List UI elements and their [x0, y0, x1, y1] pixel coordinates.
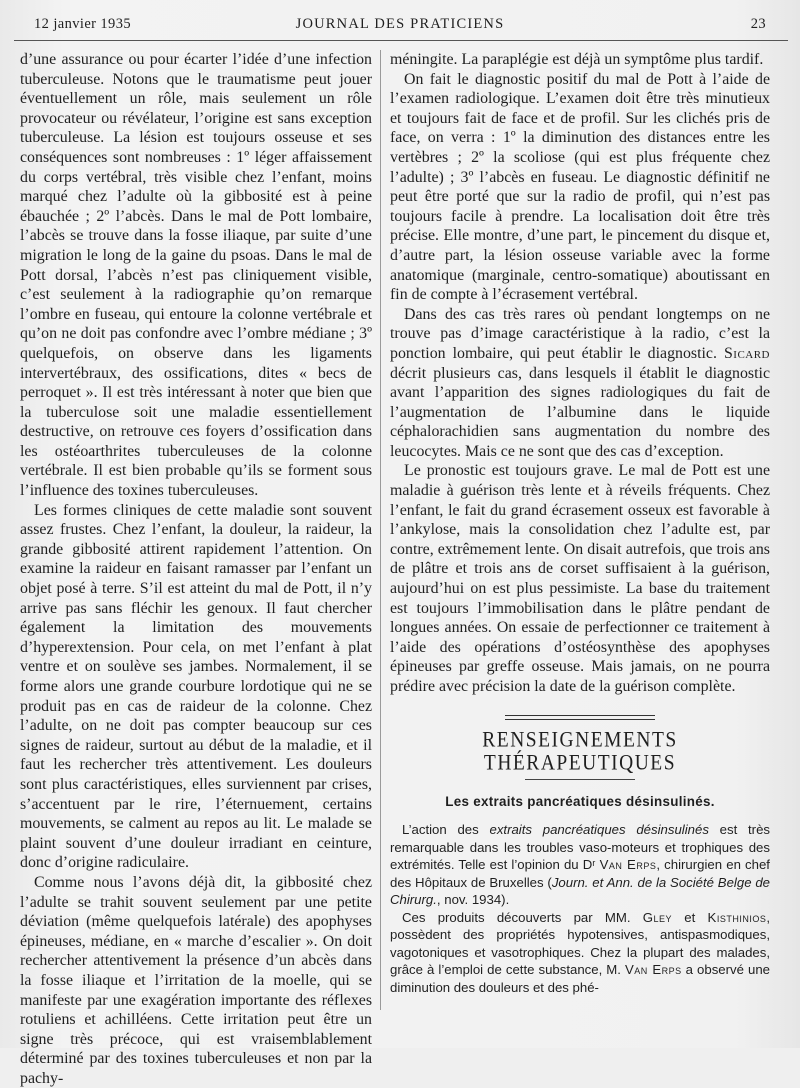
text-run: a observé une diminution des douleurs et des phé- — [390, 962, 770, 995]
column-divider — [380, 50, 381, 1010]
journal-title: JOURNAL DES PRATICIENS — [295, 16, 505, 32]
text-run: L’action des — [402, 822, 490, 838]
section-divider — [505, 715, 655, 720]
text-run: Ces produits découverts par MM. — [402, 909, 643, 925]
sicard-text-after: décrit plusieurs cas, dans lesquels il établit le diagnostic avant l’apparition des signes radiologiques du fait de l’augmentation de l’albumine dans le liquide céphalorachidien sans augmentation du nombre des leucocytes. Mais ce ne sont que des cas d’exception. — [390, 364, 770, 460]
text-run: , possèdent des propriétés hypotensives, antispasmodiques, vagotoniques et vasotrophiques. Chez la plupart des malades, grâce à l’emploi de cette substance, M. — [390, 909, 771, 978]
right-paragraph-4: Le pronostic est toujours grave. Le mal de Pott est une maladie à guérison très lente et à réveils fréquents. Chez l’enfant, le fait du grand écrasement osseux est favorable à l’ankylose, mais la consolidation chez l’adulte est, par contre, extrêmement lente. On disait autrefois, que trois ans de plâtre et trois ans de corset suffisaient à la guérison, aujourd’hui on est plus pessimiste. La base du traitement est toujours l’immobilisation dans le plâtre pendant de longues années. On essaie de perfectionner ce traitement à l’aide des opérations d’ostéosynthèse des apophyses épineuses par greffe osseuse. Mais jamais, on ne pourra prédire avec précision la date de la guérison complète. — [390, 462, 770, 695]
text-run: est très remarquable dans les troubles vaso-moteurs et trophiques des extrémités. Telle est l’opinion du Dʳ — [390, 822, 770, 873]
author-name: Van Erps — [624, 962, 682, 978]
section-title: RENSEIGNEMENTS THÉRAPEUTIQUES — [482, 727, 678, 775]
right-column — [390, 50, 770, 996]
author-name: Kisthinios — [707, 909, 767, 925]
text-run: , nov. 1934). — [436, 892, 510, 908]
therapeutics-paragraph-2 — [390, 909, 770, 997]
article-subtitle: Les extraits pancréatiques désinsulinés. — [445, 793, 715, 809]
issue-date: 12 janvier 1935 — [34, 16, 132, 32]
page-number: 23 — [750, 16, 766, 32]
right-paragraph-1: méningite. La paraplégie est déjà un symptôme plus tardif. — [390, 51, 764, 68]
sicard-text-before: Dans des cas très rares où pendant longtemps on ne trouve pas d’image caractéristique à la radio, c’est la ponction lombaire, qui peut établir le diagnostic. — [390, 305, 770, 362]
therapeutics-paragraph-1 — [390, 821, 770, 909]
author-name: Van Erps — [599, 857, 657, 873]
left-paragraph-2: Les formes cliniques de cette maladie sont souvent assez frustes. Chez l’enfant, la douleur, la raideur, la grande gibbosité attirent rapidement l’attention. On examine la raideur en faisant ramasser par l’enfant un objet posé à terre. S’il est atteint du mal de Pott, il n’y arrive pas sans fléchir les genoux. Il faut chercher également la limitation des mouvements d’hyperextension. Pour cela, on met l’enfant à plat ventre et on soulève ses jambes. Normalement, il se forme alors une grande courbure lordotique qui ne se produit pas en cas de raideur de la colonne. Chez l’adulte, on ne doit pas compter beaucoup sur ces signes de raideur, surtout au début de la maladie, et il faut les rechercher très attentivement. Les douleurs sont plus caractéristiques, elles surviennent par crises, s’accentuent par le rire, l’éternuement, certains mouvements, se calment au repos au lit. Le malade se plaint souvent d’une douleur irradiant en ceinture, donc d’origine radiculaire. — [20, 501, 372, 872]
left-paragraph-3: Comme nous l’avons déjà dit, la gibbosité chez l’adulte se trahit souvent seulement par une petite déviation (même quelquefois latérale) des apophyses épineuses, médiane, en « marche d’escalier ». On doit rechercher attentivement la présence d’un abcès dans la fosse iliaque et l’irritation de la moelle, qui se manifeste par une exagération importante des réflexes rotuliens et achilléens. Cette irritation peut être un signe très précoce, qui est vraisemblablement déterminé par des toxines tuberculeuses et non par la pachy- — [20, 873, 372, 1087]
right-paragraph-sicard — [390, 305, 770, 462]
author-name: Gley — [642, 909, 673, 925]
right-paragraph-2: On fait le diagnostic positif du mal de Pott à l’aide de l’examen radiologique. L’examen doit être très minutieux et toujours fait de face et de profil. Sur les clichés pris de face, on verra : 1º la diminution des distances entre les vertèbres ; 2º la scoliose (qui est plus fréquente chez l’adulte) ; 3º l’abcès en fuseau. Le diagnostic définitif ne peut être porté que sur la radio de profil, qui n’est pas toujours facile à prendre. La localisation doit être très précise. Elle montre, d’une part, le pincement du disque et, d’autre part, la lésion osseuse variable avec la forme anatomique (marginale, centro-somatique) aboutissant en fin de compte à l’écrasement vertébral. — [390, 70, 770, 304]
header-rule — [14, 40, 788, 41]
text-run: , chirurgien en chef des Hôpitaux de Bruxelles ( — [390, 857, 770, 890]
text-run: et — [672, 909, 708, 925]
left-paragraph-1: d’une assurance ou pour écarter l’idée d’une infection tuberculeuse. Notons que le traumatisme peut jouer éventuellement un rôle, mais seulement un rôle provocateur ou révélateur, l’origine est sans exception tuberculeuse. La lésion est toujours osseuse et ses conséquences sont nombreuses : 1º léger affaissement du corps vertébral, très visible chez l’enfant, moins marqué chez l’adulte où la gibbosité est à peine ébauchée ; 2º l’abcès. Dans le mal de Pott lombaire, l’abcès se trouve dans la fosse iliaque, par suite d’une migration le long de la gaine du psoas. Dans le mal de Pott dorsal, l’abcès n’est pas cliniquement visible, c’est seulement à la radiographie qu’on remarque l’ombre en fuseau, qui entoure la colonne vertébrale et qu’on ne doit pas confondre avec l’ombre médiane ; 3º quelquefois, on observe dans les ligaments intervertébraux, des ossifications, dites « becs de perroquet ». Il est très intéressant à noter que bien que la tuberculose soit une maladie essentiellement destructive, on retrouve ces foyers d’ossification dans les ostéoarthrites tuberculeuses de la colonne vertébrale. Il est bien probable qu’ils se forment sous l’influence des toxines tuberculeuses. — [20, 51, 372, 500]
journal-reference: Journ. et Ann. de la Société Belge de Chirurg. — [390, 874, 770, 908]
product-name: extraits pancréatiques désinsulinés — [489, 822, 709, 838]
left-column — [20, 50, 372, 1088]
author-name-sicard: Sicard — [723, 344, 770, 362]
therapeutics-article — [390, 821, 770, 996]
running-header — [34, 16, 766, 36]
section-underline — [525, 779, 635, 780]
